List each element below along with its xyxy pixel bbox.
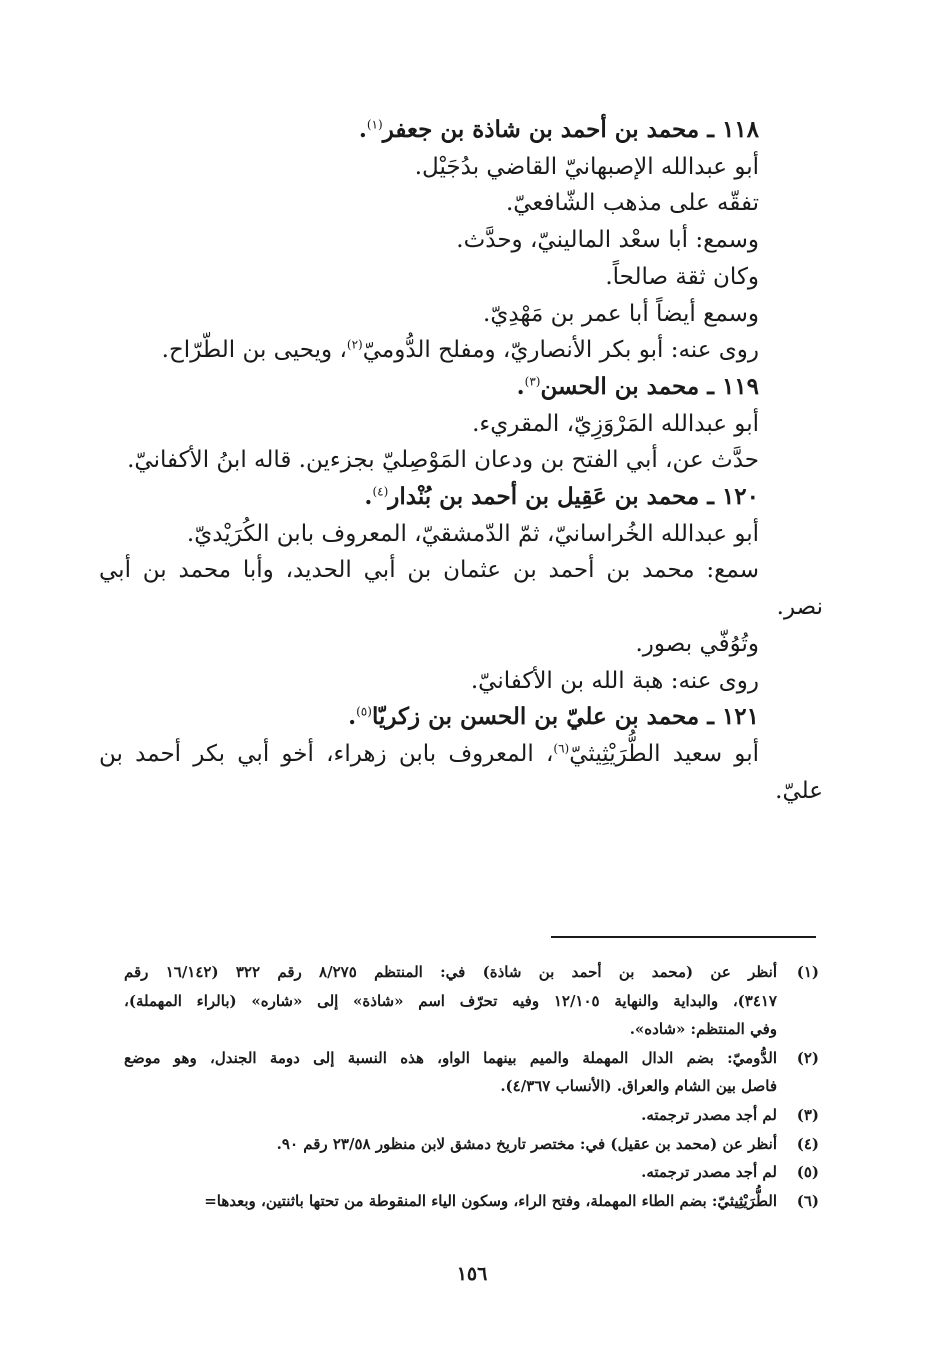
footnote-ref[interactable]: (١): [366, 117, 383, 132]
footnote-line: الدُّوميّ: بضم الدال المهملة والميم بينهما الواو، هذه النسبة إلى دومة الجندل، وهو موضع: [124, 1048, 777, 1067]
footnote-number: (١): [796, 963, 819, 981]
footnote-4: [124, 1130, 819, 1159]
footnote-line: لم أجد مصدر ترجمته.: [641, 1105, 777, 1124]
footnote-number: (٣): [796, 1105, 819, 1124]
entry-line: نصر.: [776, 594, 823, 621]
footnote-divider: [551, 936, 816, 938]
footnote-ref[interactable]: (٣): [524, 374, 541, 389]
entry-line: تفقّه على مذهب الشّافعيّ.: [505, 190, 759, 217]
footnote-3: [124, 1101, 819, 1130]
entry-line: وسمع أيضاً أبا عمر بن مَهْدِيّ.: [483, 300, 759, 327]
footnote-line: ٣٤١٧)، والبداية والنهاية ١٢/١٠٥ وفيه تحرّف اسم «شاذة» إلى «شاره» (بالراء المهملة)،: [124, 991, 777, 1010]
entry-line: أبو سعيد الطُّرَيْثِيثيّ$^{(٦)}$، المعروف بابن زهراء، أخو أبي بكر أحمد بن: [99, 740, 759, 767]
entry-heading-121: ١٢١ ـ محمد بن عليّ بن الحسن بن زكريّا$^{(٥)}$.: [348, 703, 759, 731]
footnote-line: وفي المنتظم: «شاده».: [629, 1020, 777, 1039]
footnote-1: [124, 958, 819, 1044]
footnote-line: أنظر عن (محمد بن عقيل) في: مختصر تاريخ دمشق لابن منظور ٢٣/٥٨ رقم ٩٠.: [276, 1134, 777, 1153]
footnote-line: لم أجد مصدر ترجمته.: [641, 1163, 777, 1182]
footnote-ref[interactable]: (٢): [346, 337, 363, 352]
entry-line: أبو عبدالله المَرْوَزِيّ، المقريء.: [472, 410, 759, 437]
entry-line: روى عنه: هبة الله بن الأكفانيّ.: [470, 667, 759, 694]
footnote-line: فاصل بين الشام والعراق. (الأنساب ٤/٣٦٧).: [500, 1077, 777, 1096]
footnote-ref[interactable]: (٥): [356, 704, 372, 719]
footnote-2: [124, 1044, 819, 1101]
footnote-number: (٥): [796, 1163, 819, 1182]
entry-line: أبو عبدالله الإصبهانيّ القاضي بدُجَيْل.: [414, 153, 759, 180]
entry-line: وسمع: أبا سعْد المالينيّ، وحدَّث.: [456, 227, 759, 254]
entry-line: عليّ.: [775, 777, 823, 804]
footnotes: [124, 958, 819, 1215]
footnote-5: [124, 1158, 819, 1187]
page-number: ١٥٦: [456, 1263, 488, 1285]
footnote-number: (٢): [796, 1048, 819, 1067]
footnote-number: (٤): [796, 1134, 819, 1153]
footnote-6: [124, 1187, 819, 1216]
entry-line: وكان ثقة صالحاً.: [605, 263, 759, 290]
entry-heading-119: ١١٩ ـ محمد بن الحسن$^{(٣)}$.: [516, 372, 759, 400]
entry-line: روى عنه: أبو بكر الأنصاريّ، ومفلح الدُّوميّ$^{(٢)}$، ويحيى بن الطّرّاح.: [161, 337, 759, 364]
footnote-ref[interactable]: (٦): [553, 741, 570, 756]
footnote-ref[interactable]: (٤): [372, 484, 389, 499]
entry-heading-120: ١٢٠ ـ محمد بن عَقِيل بن أحمد بن بُنْدار$^{(٤)}$.: [364, 483, 759, 511]
entry-line: حدَّث عن، أبي الفتح بن ودعان المَوْصِليّ بجزءين. قاله ابنُ الأكفانيّ.: [127, 447, 759, 474]
footnote-line: الطُّرَيْثِيثيّ: بضم الطاء المهملة، وفتح الراء، وسكون الياء المنقوطة من تحتها باثنتين، وبعدها=: [204, 1191, 777, 1210]
main-text: [99, 112, 823, 809]
footnote-line: أنظر عن (محمد بن أحمد بن شاذة) في: المنتظم ٨/٢٧٥ رقم ٣٢٢ (١٦/١٤٢ رقم: [124, 963, 778, 981]
entry-line: وتُوُفّي بصور.: [635, 630, 759, 657]
footnote-number: (٦): [796, 1191, 819, 1210]
entry-line: أبو عبدالله الخُراسانيّ، ثمّ الدّمشقيّ، المعروف بابن الكُرَيْديّ.: [186, 520, 759, 547]
entry-line: سمع: محمد بن أحمد بن عثمان بن أبي الحديد، وأبا محمد بن أبي: [99, 557, 759, 584]
entry-heading-118: ١١٨ ـ محمد بن أحمد بن شاذة بن جعفر$^{(١)}$.: [358, 116, 759, 143]
